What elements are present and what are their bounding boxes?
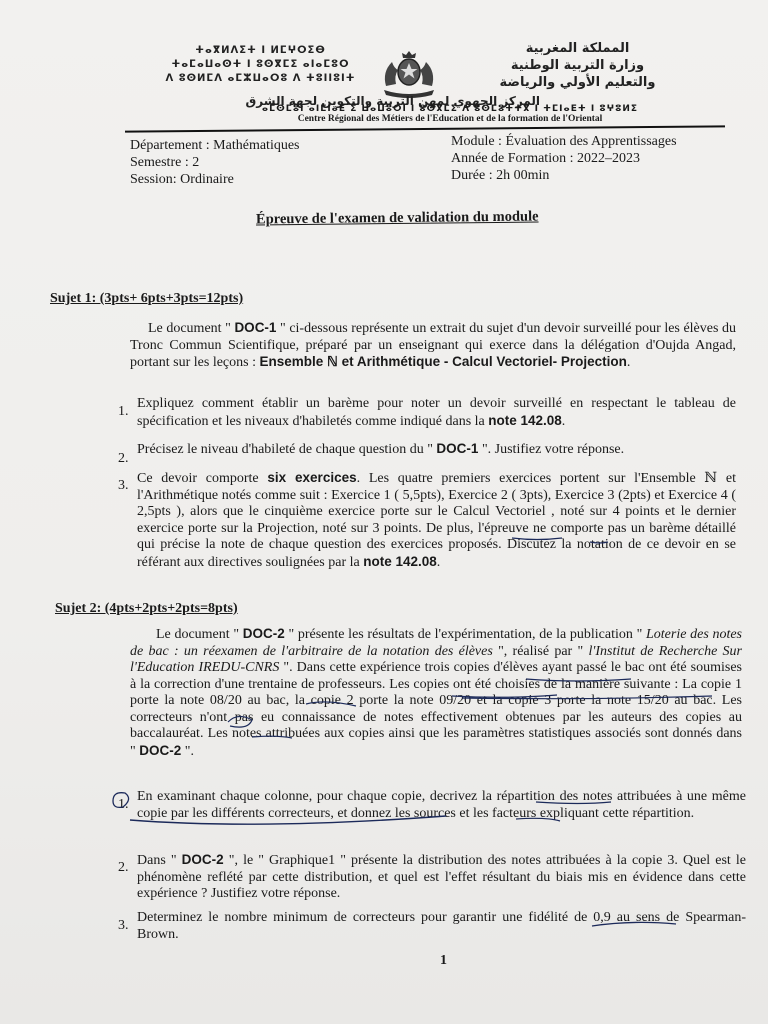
text-span: ". xyxy=(181,743,194,759)
note-ref: note 142.08 xyxy=(488,412,562,428)
publication-title: Loterie des notes de bac : un réexamen de l'arbitraire de la notation des élèves xyxy=(130,627,743,659)
s1-q1-text xyxy=(137,396,736,430)
s1-q3-number: 3. xyxy=(118,478,129,493)
tifinagh-line-3: ⴷ ⵓⵙⵍⵎⴷ ⴰⵎⵣⵡⴰⵔⵓ ⴷ ⵜⵓⵏⵏⵓⵏⵜ xyxy=(165,73,356,84)
tifinagh-line-2: ⵜⴰⵎⴰⵡⴰⵙⵜ ⵏ ⵓⵙⴳⵎⵉ ⴰⵏⴰⵎⵓⵔ xyxy=(171,59,350,70)
s2-q2-number: 2. xyxy=(118,860,129,875)
text-span: Ce devoir comporte xyxy=(137,471,268,486)
sujet2-title: Sujet 2: (4pts+2pts+2pts=8pts) xyxy=(55,601,238,616)
note-ref: note 142.08 xyxy=(363,553,437,569)
text-span: . xyxy=(561,413,566,429)
doc-ref: DOC-1 xyxy=(234,320,277,335)
page-number: 1 xyxy=(440,953,447,968)
info-left-block xyxy=(130,137,300,188)
text-span: Expliquez comment établir un barème pour noter un devoir surveillé en respectant le tableau de spécification et les niveaux d'habiletés comme indiqué dans la xyxy=(137,396,736,429)
module: Module : Évaluation des Apprentissages xyxy=(451,134,677,149)
sujet1-title: Sujet 1: (3pts+ 6pts+3pts=12pts) xyxy=(50,291,244,306)
moroccan-coat-of-arms-icon xyxy=(378,48,440,98)
arabic-centre-name: المركز الجهوي لمهن التربية والتكوين لجهة الشرق xyxy=(245,94,540,108)
s2-q3-text: Determinez le nombre minimum de correcteurs pour garantir une fidélité de 0,9 au sens de Spearman-Brown. xyxy=(137,910,746,942)
s2-q2-text xyxy=(137,852,746,903)
s1-q1-number: 1. xyxy=(118,404,129,419)
doc-ref: DOC-2 xyxy=(181,852,224,867)
sujet2-intro xyxy=(130,626,742,760)
arabic-line-3: والتعليم الأولي والرياضة xyxy=(499,75,656,90)
doc-ref: DOC-1 xyxy=(436,441,479,456)
duree: Durée : 2h 00min xyxy=(451,168,550,183)
s1-q3-text xyxy=(137,470,736,571)
tifinagh-centre-name: ⴰⵎⵙⵎⵓⵏ ⴰⵏⵎⵏⴰⴹ ⵉ ⵡⴰⵡⵓⵔⵏ ⵏ ⵓⵙⴳⵎⵉ ⴷ ⵓⵙⵎⵓⵜⵜⴳ ⵏ ⵜⵎⵏⴰⴹⵜ ⵏ ⵓⵖⵓⵍⵉ xyxy=(261,104,639,114)
centre-name-french: Centre Régional des Métiers de l'Education et de la formation de l'Oriental xyxy=(297,114,603,124)
text-span: ", réalisé par " xyxy=(492,643,589,659)
s2-q1-text: En examinant chaque colonne, pour chaque copie, decrivez la répartition des notes attribuées à une même copie par les différents correcteurs, et donnez les sources et les facteurs expliquant cette répartition. xyxy=(137,789,746,821)
arabic-line-1: المملكة المغربية xyxy=(525,41,630,56)
tifinagh-line-1: ⵜⴰⴳⵍⴷⵉⵜ ⵏ ⵍⵎⵖⵔⵉⴱ xyxy=(195,45,326,56)
text-span: ". Justifiez votre réponse. xyxy=(478,442,625,457)
text-span: Le document " xyxy=(156,627,243,642)
text-span: " présente les résultats de l'expérimentation, de la publication " xyxy=(284,627,646,642)
header-divider xyxy=(125,125,725,132)
text-span: . Les quatre premiers exercices portent sur l'Ensemble ℕ et l'Arithmétique notés comme suit : Exercice 1 ( 5,5pts), Exercice 2 ( 3pts), Exercice 3 (2pts) et Exercice 4 ( 2,5pts ), alors que le cinquième exercice porte sur le Calcul Vectoriel , noté sur 4 points et le dernier exercice porte sur la Projection, noté sur 3 points. De plus, l'épreuve ne comporte pas un barème détaillé qui précise la note de chaque question des exercices proposés. Discutez la notation de ce devoir en se référant aux directives soulignées par la xyxy=(137,471,736,570)
s2-q1-number: 1. xyxy=(118,797,129,812)
tifinagh-ministry-name xyxy=(138,44,383,86)
doc-ref: DOC-2 xyxy=(242,626,285,641)
text-span: . xyxy=(436,554,441,570)
arabic-ministry-name xyxy=(440,40,715,91)
arabic-line-2: وزارة التربية الوطنية xyxy=(510,58,645,73)
text-span: ". Dans cette expérience trois copies d'élèves ayant passé le bac ont été soumises à la correction d'une trentaine de professeurs. Les copies ont été choisies de la manière suivante : La copie 1 porte la note 08/20 au bac, la copie 2 porte la note 09/20 et la copie 3 porte la note 15/20 au bac. Les correcteurs n'ont pas eu connaissance de notes effectivement obtenues par les auteurs des copies au baccalauréat. Les notes attribuées aux copies ainsi que les paramètres statistiques associés sont donnés dans " xyxy=(130,660,742,759)
institute-name: l'Institut de Recherche Sur l'Education IREDU-CNRS xyxy=(130,643,742,675)
text-span: . xyxy=(626,355,631,370)
text-span: Le document " xyxy=(148,321,235,336)
six-exercises-bold: six exercices xyxy=(267,470,357,485)
s1-q2-number: 2. xyxy=(118,451,129,466)
lessons-bold: Ensemble ℕ et Arithmétique - Calcul Vectoriel- Projection xyxy=(259,354,627,369)
text-span: Précisez le niveau d'habileté de chaque question du " xyxy=(137,442,437,457)
doc-ref: DOC-2 xyxy=(139,742,182,758)
text-span: " ci-dessous représente un extrait du sujet d'un devoir surveillé pour les élèves du Tronc Commun Scientifique, préparé par un enseignant qui exerce dans la délégation d'Oujda Angad, portant sur les leçons : xyxy=(130,321,737,370)
text-span: ", le " Graphique1 " présente la distribution des notes attribuées à la copie 3. Quel est le phénomène reflété par cette distribution, et quel est l'effet résultant du biais mis en évidence dans cette expérience ? Justifiez votre réponse. xyxy=(137,853,747,901)
exam-title: Épreuve de l'examen de validation du module xyxy=(255,208,539,228)
departement: Département : Mathématiques xyxy=(130,138,300,153)
sujet1-intro xyxy=(130,320,736,372)
s2-q3-number: 3. xyxy=(118,918,129,933)
semestre: Semestre : 2 xyxy=(130,155,200,170)
session: Session: Ordinaire xyxy=(130,172,234,187)
text-span: Dans " xyxy=(137,853,182,868)
info-right-block xyxy=(451,133,677,184)
s1-q2-text xyxy=(137,441,736,459)
annee-formation: Année de Formation : 2022–2023 xyxy=(451,151,640,166)
